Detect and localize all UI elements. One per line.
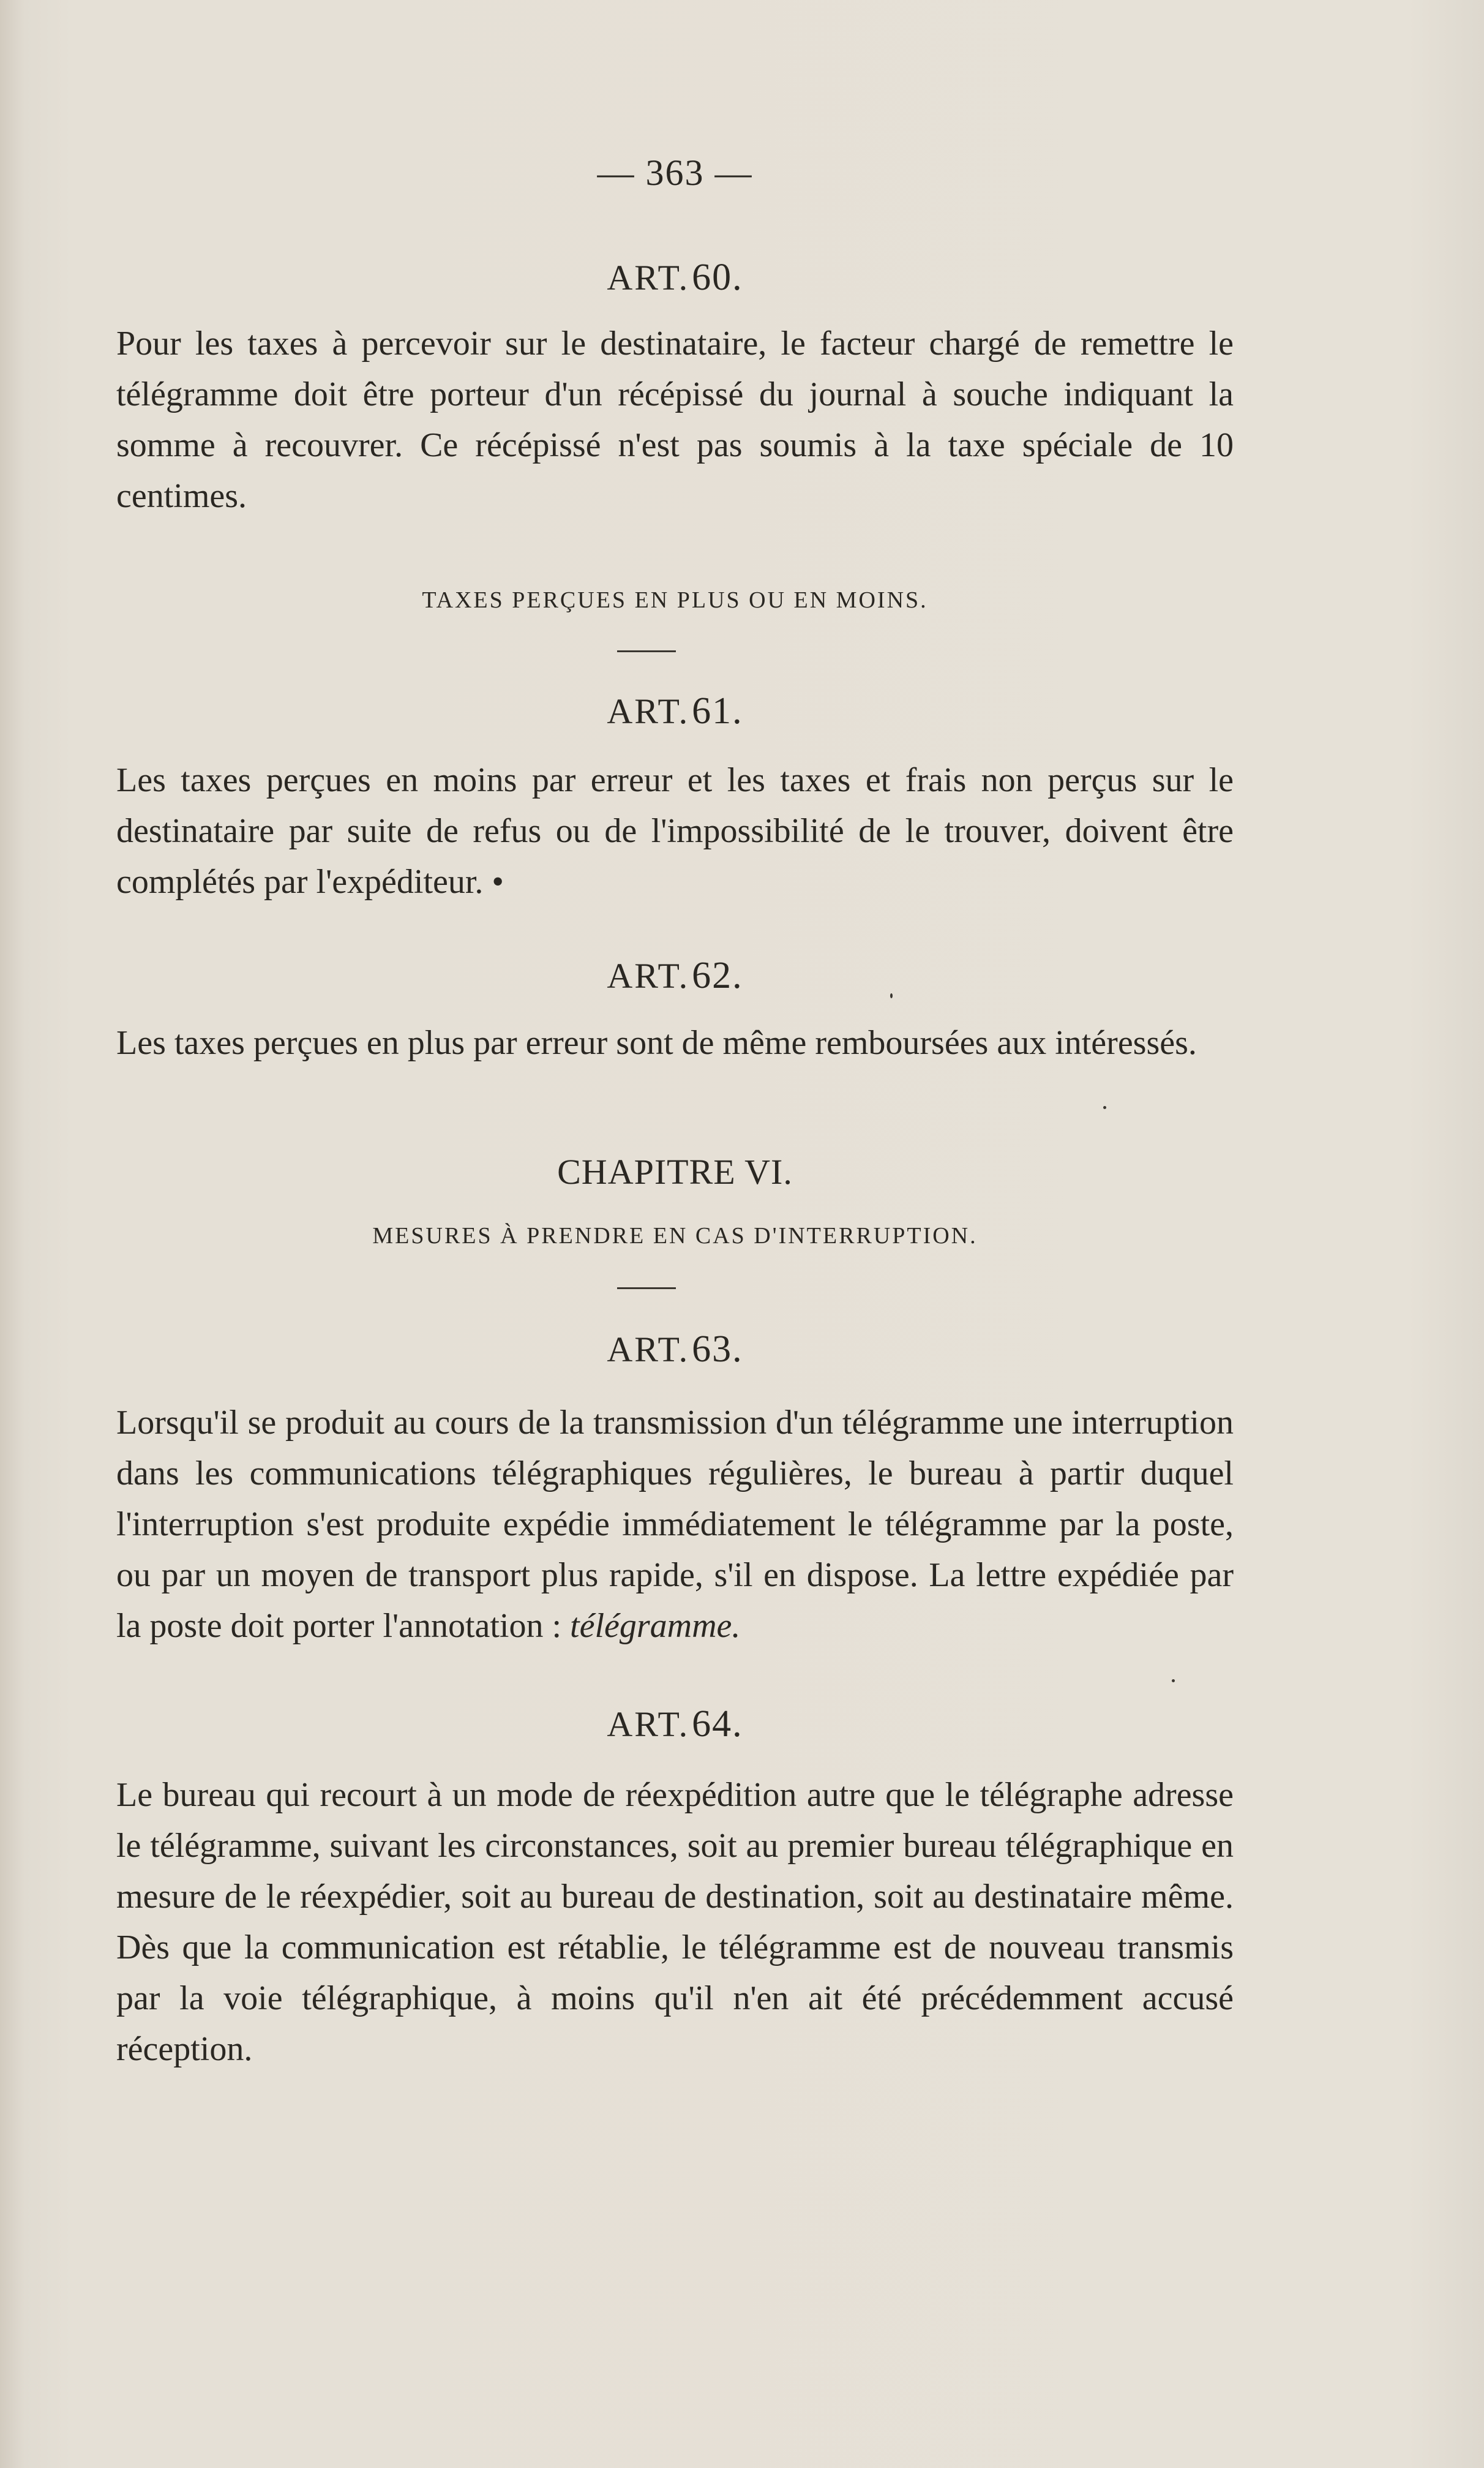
article-label: ART. xyxy=(607,956,690,996)
article-number: 62. xyxy=(692,955,743,996)
scan-speck xyxy=(890,993,893,998)
article-63-heading xyxy=(116,1328,1234,1371)
article-64-text: Le bureau qui recourt à un mode de réexpédition autre que le télégraphe adresse le télégramme, suivant les circonstances, soit au premier bureau télégraphique en mesure de le réexpédier, soit au bureau de destination, soit au destinataire même. Dès que la communication est rétablie, le télégramme est de nouveau transmis par la voie télégraphique, à moins qu'il n'en ait été précédemment accusé réception. xyxy=(116,1776,1234,2068)
article-label: ART. xyxy=(607,1330,690,1369)
article-60-heading xyxy=(116,256,1234,299)
page-number: — 363 — xyxy=(597,152,753,193)
article-61-text: Les taxes perçues en moins par erreur et les taxes et frais non perçus sur le destinataire par suite de refus ou de l'impossibilité de le trouver, doivent être complétés par l'expéditeur. • xyxy=(116,761,1234,901)
article-number: 63. xyxy=(692,1328,743,1370)
separator-rule xyxy=(617,1287,676,1289)
chapter-title: CHAPITRE VI. xyxy=(557,1152,793,1192)
article-63-body: Lorsqu'il se produit au cours de la transmission d'un télégramme une interruption dans les communications télégraphiques régulières, le bureau à partir duquel l'interruption s'est produite expédie immédiatement le télégramme par la poste, ou par un moyen de transport plus rapide, s'il en dispose. La lettre expédiée par la poste doit porter l'annotation : xyxy=(116,1404,1234,1645)
article-label: ART. xyxy=(607,258,690,298)
article-number: 61. xyxy=(692,690,743,732)
chapter-subtitle: MESURES À PRENDRE EN CAS D'INTERRUPTION. xyxy=(372,1223,978,1249)
article-label: ART. xyxy=(607,1704,690,1744)
article-62-text: Les taxes perçues en plus par erreur sont de même remboursées aux intéressés. xyxy=(116,1024,1197,1062)
section-heading-taxes: TAXES PERÇUES EN PLUS OU EN MOINS. xyxy=(422,587,928,613)
article-61-heading xyxy=(116,690,1234,733)
article-60-text: Pour les taxes à percevoir sur le destinataire, le facteur chargé de remettre le télégramme doit être porteur d'un récépissé du journal à souche indiquant la somme à recouvrer. Ce récépissé n'est pas soumis à la taxe spéciale de 10 centimes. xyxy=(116,325,1234,515)
article-number: 60. xyxy=(692,257,743,298)
article-62-heading xyxy=(116,954,1234,998)
article-64-heading xyxy=(116,1702,1234,1746)
article-63-text xyxy=(116,1398,1234,1652)
article-label: ART. xyxy=(607,691,690,731)
article-number: 64. xyxy=(692,1703,743,1745)
scan-speck xyxy=(1103,1106,1106,1109)
annotation-italic: télégramme. xyxy=(570,1607,741,1645)
separator-rule xyxy=(617,650,676,652)
scan-speck xyxy=(1172,1679,1175,1682)
